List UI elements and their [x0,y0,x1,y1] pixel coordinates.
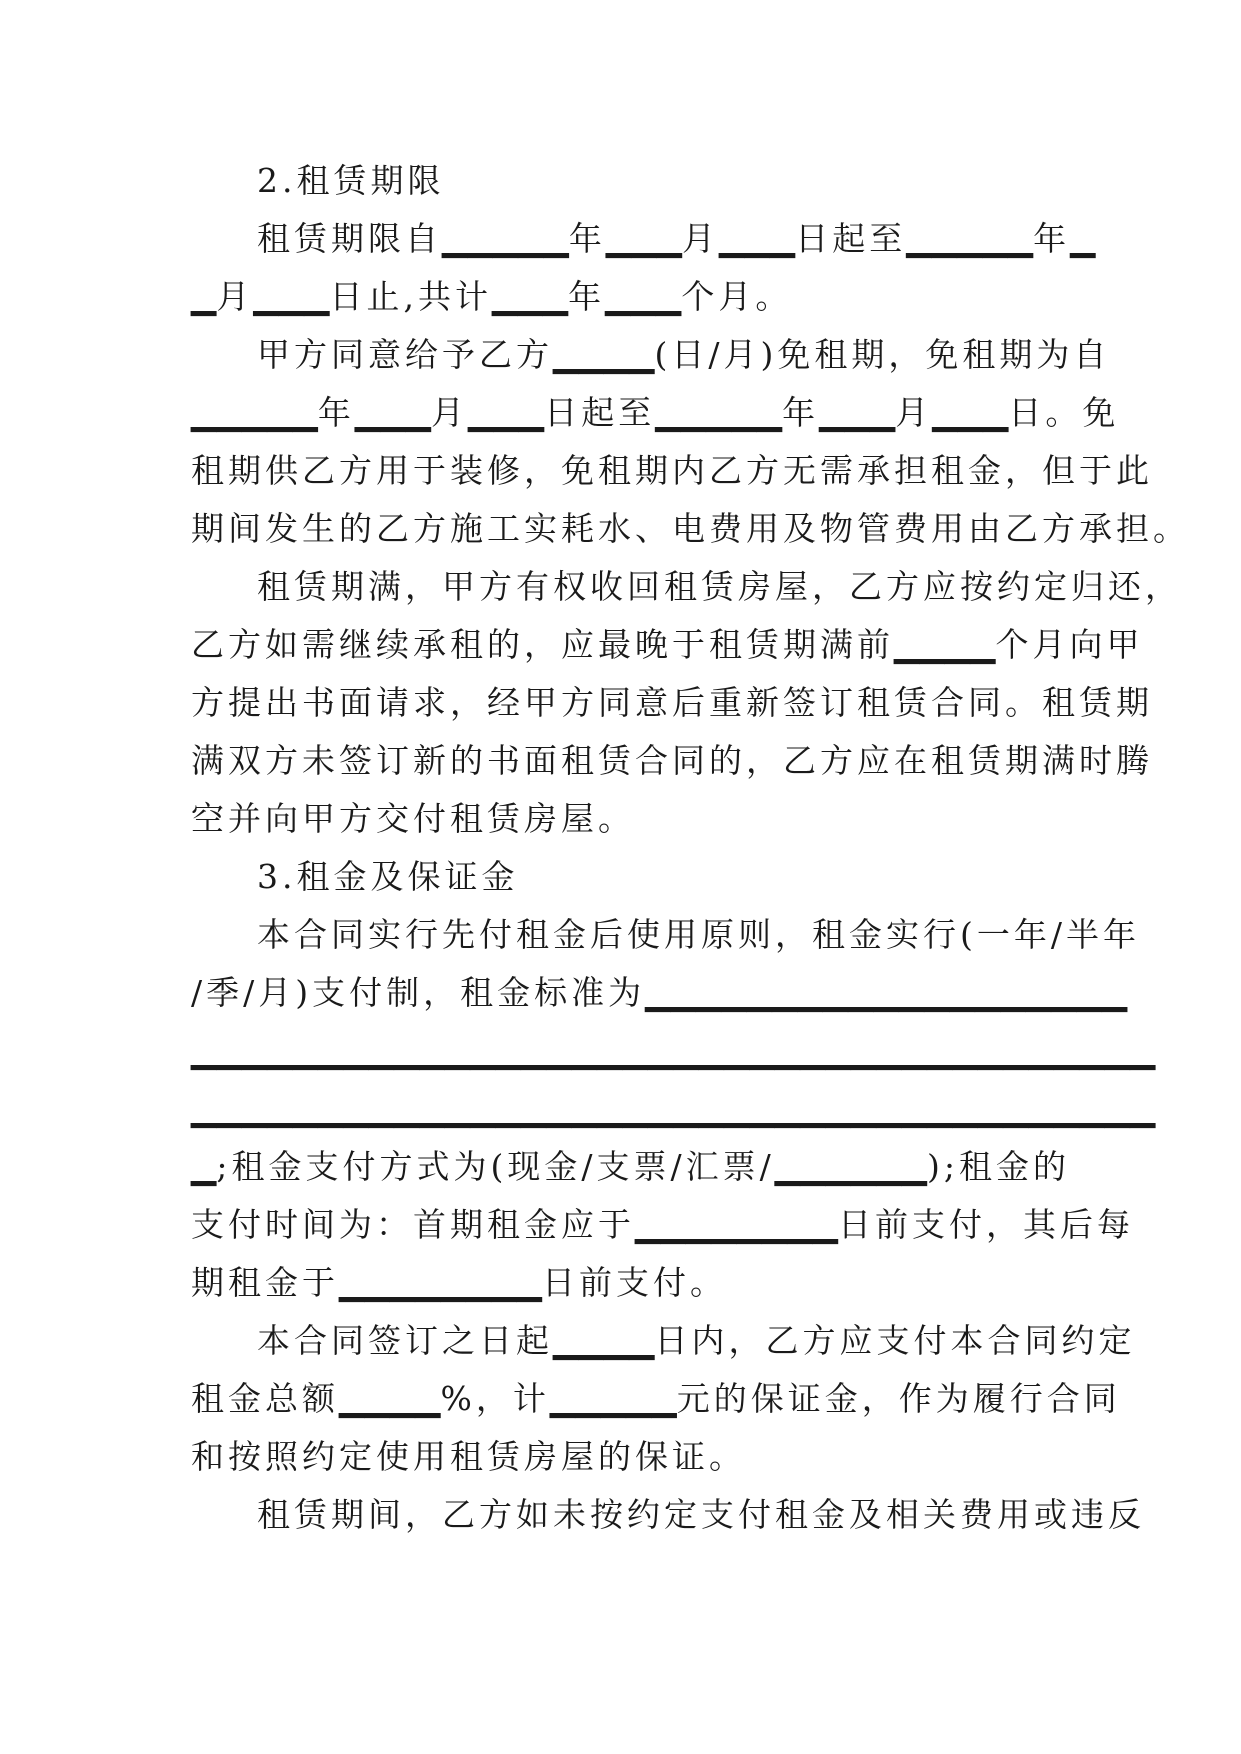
text-run: 日前支付，其后每 [838,1205,1135,1244]
text-run: 和按照约定使用租赁房屋的保证。 [191,1437,746,1476]
blank-field: ▁▁▁▁ [553,1321,655,1360]
blank-field: ▁▁▁▁▁ [655,393,783,432]
text-line [191,1254,1049,1312]
text-run: 个月向甲 [995,625,1144,664]
text-run: 乙方如需继续承租的，应最晚于租赁期满前 [191,625,894,664]
text-line [191,964,1128,1022]
text-run: 月 [216,277,254,316]
text-line [191,1080,1156,1138]
blank-field: ▁ [191,277,217,316]
text-run: 支付时间为：首期租金应于 [191,1205,635,1244]
text-run: 个月。 [681,277,793,316]
blank-field: ▁▁▁▁ [553,335,655,374]
text-run: 租赁期满，甲方有权收回租赁房屋，乙方应按约定归还， [257,567,1182,606]
blank-field: ▁▁▁ [605,219,683,258]
blank-field: ▁▁▁▁▁ [906,219,1034,258]
text-run: 甲方同意给予乙方 [257,335,553,374]
blank-field: ▁▁▁ [492,277,569,316]
text-line [191,674,1153,732]
text-run: 年 [568,277,606,316]
text-line [191,790,1049,848]
text-line [191,1312,1136,1370]
text-run: (日/月)免租期，免租期为自 [654,335,1111,374]
text-line [191,732,1153,790]
text-run: 租金总额 [191,1379,339,1418]
blank-field: ▁▁▁ [605,277,682,316]
text-run: 满双方未签订新的书面租赁合同的，乙方应在租赁期满时腾 [191,741,1153,780]
text-run: 日止,共计 [329,277,493,316]
text-line [191,210,1096,268]
blank-field: ▁▁▁▁▁ [191,393,318,432]
text-run: 租期供乙方用于装修，免租期内乙方无需承担租金，但于此 [191,451,1153,490]
text-line [191,1196,1135,1254]
text-run: 期间发生的乙方施工实耗水、电费用及物管费用由乙方承担。 [191,509,1190,548]
text-run: 期租金于 [191,1263,339,1302]
text-run: /季/月)支付制，租金标准为 [191,973,646,1012]
blank-field: ▁▁▁▁▁▁▁▁▁▁▁▁▁▁▁▁▁▁▁ [645,973,1128,1012]
text-line [191,384,1120,442]
text-run: 日内，乙方应支付本合同约定 [654,1321,1136,1360]
text-line [191,442,1153,500]
text-line [191,906,1140,964]
blank-field: ▁▁▁▁▁ [549,1379,677,1418]
blank-field: ▁▁▁▁▁▁▁▁▁▁▁▁▁▁▁▁▁▁▁▁▁▁▁▁▁▁▁▁▁▁▁▁▁▁▁▁▁▁ [191,1089,1156,1128]
text-line [191,558,1182,616]
text-line [191,500,1190,558]
blank-field: ▁▁▁▁▁▁ [774,1147,928,1186]
text-run: 月 [431,393,469,432]
blank-field: ▁▁▁▁ [339,1379,441,1418]
blank-field: ▁▁▁ [932,393,1009,432]
text-run: 日前支付。 [542,1263,728,1302]
text-run: 本合同实行先付租金后使用原则，租金实行(一年/半年 [257,915,1140,954]
text-line [191,1138,1071,1196]
text-run: 年 [568,219,606,258]
blank-field: ▁▁▁▁▁▁▁▁▁▁▁▁▁▁▁▁▁▁▁▁▁▁▁▁▁▁▁▁▁▁▁▁▁▁▁▁▁▁ [191,1031,1156,1070]
text-run: 本合同签订之日起 [257,1321,553,1360]
blank-field: ▁▁▁ [354,393,432,432]
text-run: 年 [782,393,820,432]
text-run: 月 [895,393,933,432]
blank-field: ▁▁▁▁▁ [442,219,569,258]
text-run: 日起至 [544,393,656,432]
text-run: 日。免 [1008,393,1120,432]
text-run: 年 [1033,219,1071,258]
text-run: 租赁期限自 [257,219,442,258]
blank-field: ▁▁▁ [819,393,896,432]
text-line [191,1428,1049,1486]
text-run: 租赁期间，乙方如未按约定支付租金及相关费用或违反 [257,1495,1145,1534]
document-page [191,152,1190,1544]
text-line [191,152,1049,210]
text-line [191,326,1111,384]
blank-field: ▁▁▁ [719,219,796,258]
text-run: 3.租金及保证金 [257,857,519,896]
blank-field: ▁▁▁▁▁▁▁▁ [635,1205,839,1244]
text-run: 月 [682,219,720,258]
text-run: 年 [317,393,355,432]
text-run: %，计 [440,1379,550,1418]
text-run: );租金的 [927,1147,1071,1186]
text-line [191,1022,1156,1080]
text-run: 元的保证金，作为履行合同 [676,1379,1121,1418]
text-run: 日起至 [795,219,907,258]
text-line [191,1486,1145,1544]
text-line [191,616,1144,674]
text-line [191,1370,1121,1428]
blank-field: ▁▁▁▁▁▁▁▁ [339,1263,543,1302]
blank-field: ▁▁▁ [468,393,545,432]
blank-field: ▁ [191,1147,217,1186]
text-run: 2.租赁期限 [257,161,445,200]
text-run: ;租金支付方式为(现金/支票/汇票/ [216,1147,775,1186]
text-line [191,848,1049,906]
blank-field: ▁▁▁ [253,277,330,316]
text-run: 方提出书面请求，经甲方同意后重新签订租赁合同。租赁期 [191,683,1153,722]
blank-field: ▁▁▁▁ [894,625,996,664]
blank-field: ▁ [1070,219,1096,258]
text-line [191,268,1049,326]
text-run: 空并向甲方交付租赁房屋。 [191,799,635,838]
